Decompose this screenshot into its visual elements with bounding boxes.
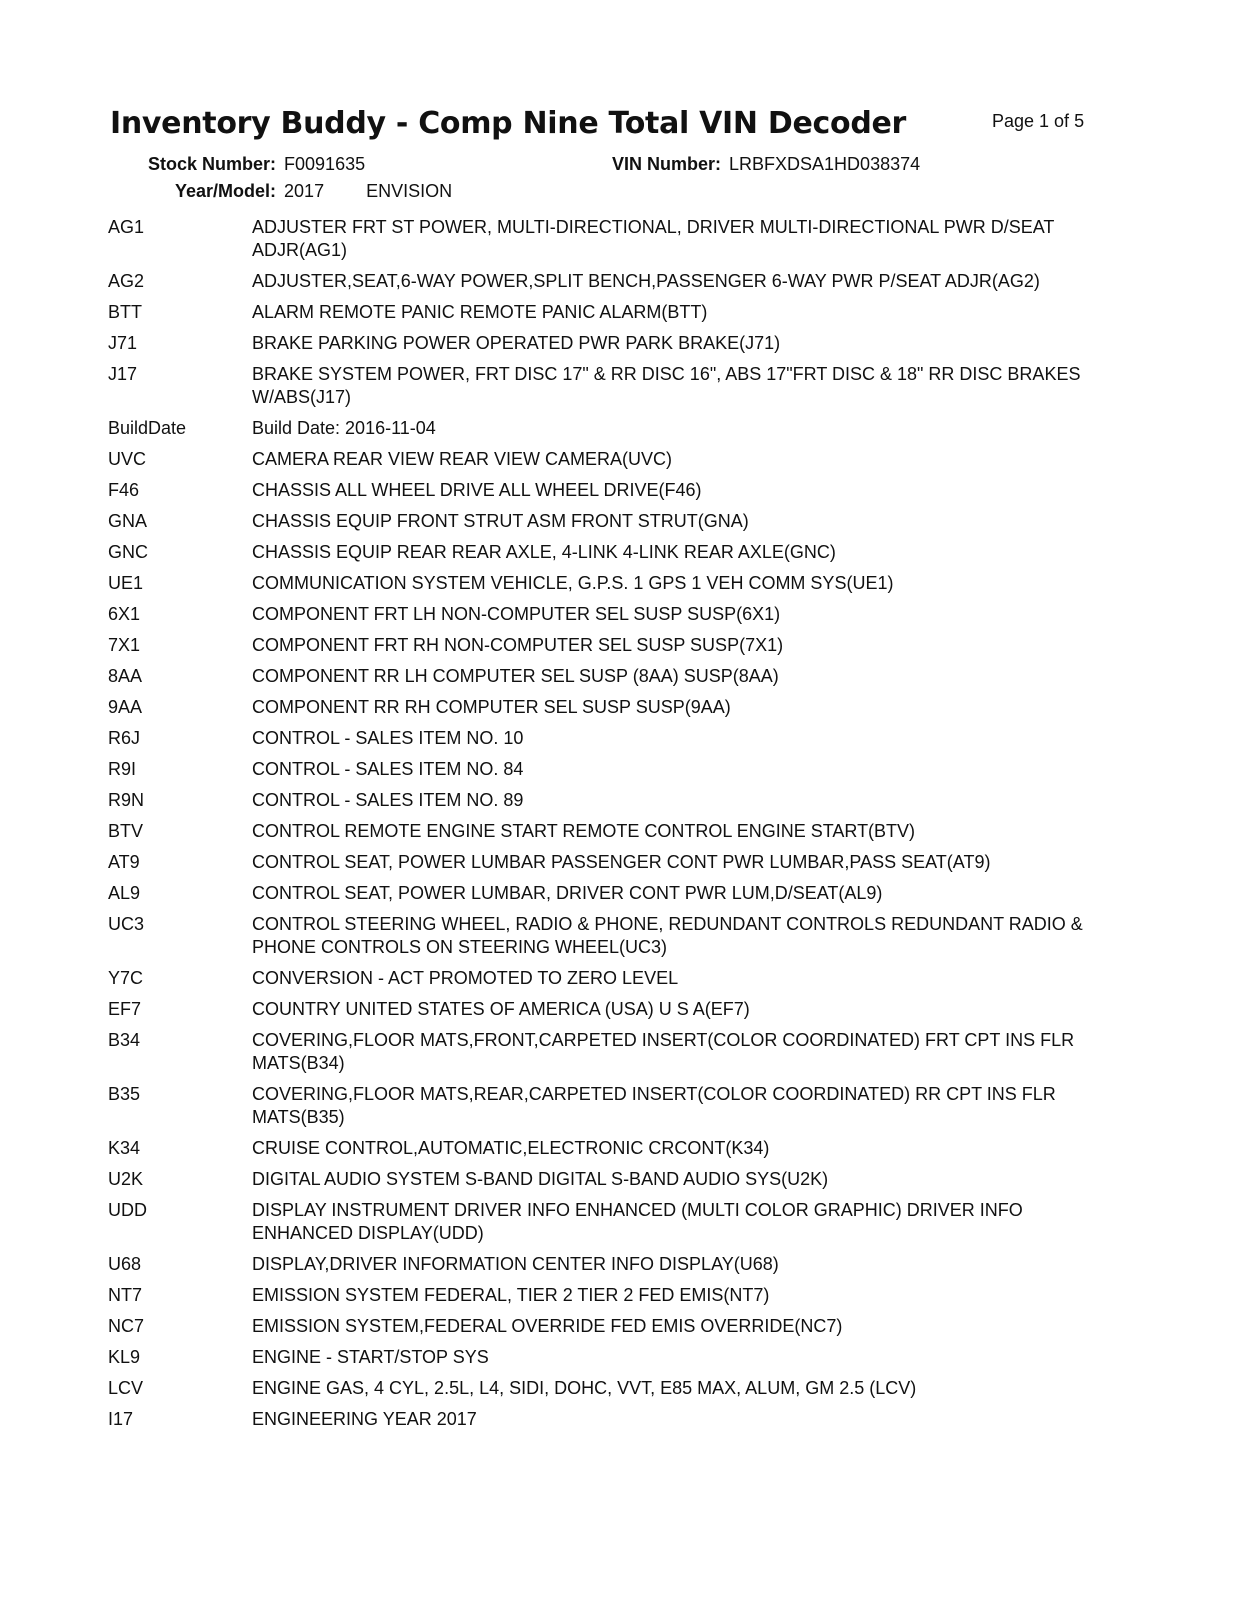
option-row <box>108 448 1118 471</box>
option-description: ADJUSTER,SEAT,6-WAY POWER,SPLIT BENCH,PASSENGER 6-WAY PWR P/SEAT ADJR(AG2) <box>252 271 1040 291</box>
option-row <box>108 541 1118 564</box>
option-description: CHASSIS EQUIP FRONT STRUT ASM FRONT STRUT(GNA) <box>252 511 749 531</box>
option-row <box>108 1137 1118 1160</box>
option-description: DIGITAL AUDIO SYSTEM S-BAND DIGITAL S-BAND AUDIO SYS(U2K) <box>252 1169 829 1189</box>
option-code: 9AA <box>108 697 143 717</box>
option-description: CONTROL SEAT, POWER LUMBAR PASSENGER CONT PWR LUMBAR,PASS SEAT(AT9) <box>252 852 991 872</box>
option-code: BTT <box>108 302 142 322</box>
option-description: Build Date: 2016-11-04 <box>252 418 436 438</box>
option-code: BuildDate <box>108 418 187 438</box>
option-description: ADJUSTER FRT ST POWER, MULTI-DIRECTIONAL, DRIVER MULTI-DIRECTIONAL PWR D/SEAT ADJR(AG1) <box>252 217 1055 260</box>
option-row <box>108 270 1118 293</box>
option-description: DISPLAY INSTRUMENT DRIVER INFO ENHANCED (MULTI COLOR GRAPHIC) DRIVER INFO ENHANCED DISPLAY(UDD) <box>252 1200 1023 1243</box>
option-row <box>108 1168 1118 1191</box>
option-description: COMMUNICATION SYSTEM VEHICLE, G.P.S. 1 GPS 1 VEH COMM SYS(UE1) <box>252 573 894 593</box>
model-value: ENVISION <box>366 181 453 201</box>
option-row <box>108 882 1118 905</box>
option-description: CONTROL - SALES ITEM NO. 10 <box>252 728 524 748</box>
option-code: GNA <box>108 511 148 531</box>
option-code: J17 <box>108 364 138 384</box>
option-row <box>108 332 1118 355</box>
option-code: R9N <box>108 790 145 810</box>
option-code: NC7 <box>108 1316 145 1336</box>
option-code: 7X1 <box>108 635 141 655</box>
option-row <box>108 851 1118 874</box>
vin-number-value: LRBFXDSA1HD038374 <box>729 154 921 174</box>
option-code: AG1 <box>108 217 145 237</box>
option-description: CONTROL - SALES ITEM NO. 84 <box>252 759 524 779</box>
option-code: R9I <box>108 759 137 779</box>
option-row <box>108 696 1118 719</box>
option-code: Y7C <box>108 968 144 988</box>
option-description: COUNTRY UNITED STATES OF AMERICA (USA) U S A(EF7) <box>252 999 750 1019</box>
option-code: LCV <box>108 1378 144 1398</box>
option-description: CONVERSION - ACT PROMOTED TO ZERO LEVEL <box>252 968 679 988</box>
option-description: CHASSIS ALL WHEEL DRIVE ALL WHEEL DRIVE(F46) <box>252 480 702 500</box>
option-code: 6X1 <box>108 604 141 624</box>
year-value: 2017 <box>284 181 325 201</box>
option-code: UVC <box>108 449 147 469</box>
option-description: BRAKE PARKING POWER OPERATED PWR PARK BRAKE(J71) <box>252 333 781 353</box>
option-description: CAMERA REAR VIEW REAR VIEW CAMERA(UVC) <box>252 449 673 469</box>
option-description: COMPONENT FRT RH NON-COMPUTER SEL SUSP SUSP(7X1) <box>252 635 784 655</box>
option-row <box>108 1346 1118 1369</box>
option-code: EF7 <box>108 999 142 1019</box>
stock-number-value: F0091635 <box>284 154 366 174</box>
option-description: COMPONENT RR RH COMPUTER SEL SUSP SUSP(9AA) <box>252 697 731 717</box>
option-code: AL9 <box>108 883 141 903</box>
option-code-list <box>108 216 1118 1439</box>
option-row <box>108 301 1118 324</box>
option-row <box>108 1253 1118 1276</box>
option-row <box>108 603 1118 626</box>
vin-number-label: VIN Number: <box>612 154 722 174</box>
option-row <box>108 479 1118 502</box>
option-description: CONTROL SEAT, POWER LUMBAR, DRIVER CONT PWR LUM,D/SEAT(AL9) <box>252 883 883 903</box>
option-description: CONTROL - SALES ITEM NO. 89 <box>252 790 524 810</box>
option-description: ALARM REMOTE PANIC REMOTE PANIC ALARM(BTT) <box>252 302 708 322</box>
option-row <box>108 820 1118 843</box>
option-description: ENGINEERING YEAR 2017 <box>252 1409 477 1429</box>
option-description: ENGINE GAS, 4 CYL, 2.5L, L4, SIDI, DOHC, VVT, E85 MAX, ALUM, GM 2.5 (LCV) <box>252 1378 917 1398</box>
option-row <box>108 727 1118 750</box>
option-row <box>108 634 1118 657</box>
option-description: CRUISE CONTROL,AUTOMATIC,ELECTRONIC CRCONT(K34) <box>252 1138 770 1158</box>
option-description: CONTROL STEERING WHEEL, RADIO & PHONE, REDUNDANT CONTROLS REDUNDANT RADIO & PHONE CONTROLS ON STEERING WHEEL(UC3) <box>252 914 1083 957</box>
option-description: ENGINE - START/STOP SYS <box>252 1347 489 1367</box>
option-code: NT7 <box>108 1285 143 1305</box>
option-code: GNC <box>108 542 148 562</box>
option-description: BRAKE SYSTEM POWER, FRT DISC 17" & RR DISC 16", ABS 17"FRT DISC & 18" RR DISC BRAKES W/ABS(J17) <box>252 364 1081 407</box>
option-code: J71 <box>108 333 138 353</box>
option-row <box>108 665 1118 688</box>
option-row <box>108 1199 1118 1245</box>
option-row <box>108 1408 1118 1431</box>
option-row <box>108 1083 1118 1129</box>
option-row <box>108 1029 1118 1075</box>
option-code: 8AA <box>108 666 143 686</box>
option-description: DISPLAY,DRIVER INFORMATION CENTER INFO DISPLAY(U68) <box>252 1254 779 1274</box>
option-row <box>108 789 1118 812</box>
option-description: COVERING,FLOOR MATS,REAR,CARPETED INSERT(COLOR COORDINATED) RR CPT INS FLR MATS(B35) <box>252 1084 1056 1127</box>
option-row <box>108 967 1118 990</box>
option-description: EMISSION SYSTEM,FEDERAL OVERRIDE FED EMIS OVERRIDE(NC7) <box>252 1316 843 1336</box>
option-code: AT9 <box>108 852 140 872</box>
year-model-label: Year/Model: <box>175 181 277 201</box>
option-row <box>108 510 1118 533</box>
option-code: U68 <box>108 1254 142 1274</box>
page-title: Inventory Buddy - Comp Nine Total VIN Decoder <box>110 106 907 141</box>
option-code: U2K <box>108 1169 144 1189</box>
option-row <box>108 913 1118 959</box>
option-row <box>108 572 1118 595</box>
option-code: F46 <box>108 480 140 500</box>
option-row <box>108 1284 1118 1307</box>
option-row <box>108 363 1118 409</box>
option-code: B34 <box>108 1030 141 1050</box>
option-row <box>108 998 1118 1021</box>
option-row <box>108 417 1118 440</box>
option-code: UC3 <box>108 914 145 934</box>
option-description: CONTROL REMOTE ENGINE START REMOTE CONTROL ENGINE START(BTV) <box>252 821 916 841</box>
page-number: Page 1 of 5 <box>992 111 1085 131</box>
option-code: B35 <box>108 1084 141 1104</box>
option-code: BTV <box>108 821 144 841</box>
option-row <box>108 216 1118 262</box>
option-description: COMPONENT RR LH COMPUTER SEL SUSP (8AA) SUSP(8AA) <box>252 666 779 686</box>
stock-number-label: Stock Number: <box>148 154 277 174</box>
option-description: CHASSIS EQUIP REAR REAR AXLE, 4-LINK 4-LINK REAR AXLE(GNC) <box>252 542 836 562</box>
option-code: UDD <box>108 1200 147 1220</box>
option-row <box>108 1315 1118 1338</box>
option-description: COVERING,FLOOR MATS,FRONT,CARPETED INSERT(COLOR COORDINATED) FRT CPT INS FLR MATS(B34) <box>252 1030 1075 1073</box>
stock-number <box>148 154 365 175</box>
year-model <box>175 181 452 202</box>
option-code: K34 <box>108 1138 141 1158</box>
vin-number <box>612 154 920 175</box>
option-description: EMISSION SYSTEM FEDERAL, TIER 2 TIER 2 FED EMIS(NT7) <box>252 1285 770 1305</box>
option-row <box>108 1377 1118 1400</box>
option-code: KL9 <box>108 1347 141 1367</box>
option-code: I17 <box>108 1409 134 1429</box>
option-row <box>108 758 1118 781</box>
option-code: UE1 <box>108 573 144 593</box>
option-description: COMPONENT FRT LH NON-COMPUTER SEL SUSP SUSP(6X1) <box>252 604 781 624</box>
option-code: R6J <box>108 728 141 748</box>
option-code: AG2 <box>108 271 145 291</box>
